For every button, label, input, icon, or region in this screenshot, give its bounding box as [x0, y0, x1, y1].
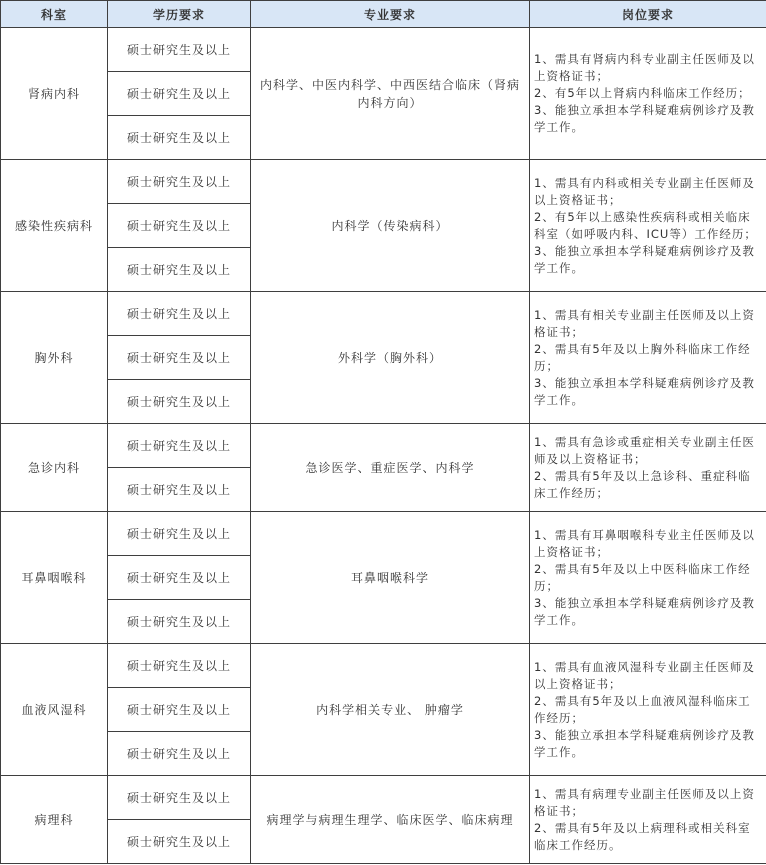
duties-cell [530, 292, 766, 424]
department-cell: 感染性疾病科 [1, 160, 108, 292]
header-education: 学历要求 [108, 1, 251, 28]
table-row [1, 292, 766, 336]
department-cell: 胸外科 [1, 292, 108, 424]
table-row [1, 160, 766, 204]
duty-line: 2、需具有5年及以上中医科临床工作经历； [534, 561, 751, 593]
education-cell: 硕士研究生及以上 [108, 72, 251, 116]
header-duties: 岗位要求 [530, 1, 766, 28]
duty-line: 3、能独立承担本学科疑难病例诊疗及教学工作。 [534, 727, 755, 759]
education-cell: 硕士研究生及以上 [108, 248, 251, 292]
department-cell: 耳鼻咽喉科 [1, 512, 108, 644]
major-cell: 外科学（胸外科） [251, 292, 530, 424]
education-cell: 硕士研究生及以上 [108, 336, 251, 380]
education-cell: 硕士研究生及以上 [108, 28, 251, 72]
table-row [1, 512, 766, 556]
duties-cell [530, 424, 766, 512]
major-cell: 耳鼻咽喉科学 [251, 512, 530, 644]
education-cell: 硕士研究生及以上 [108, 820, 251, 864]
duties-cell [530, 28, 766, 160]
duty-line: 1、需具有急诊或重症相关专业副主任医师及以上资格证书； [534, 434, 755, 466]
education-cell: 硕士研究生及以上 [108, 424, 251, 468]
table-row [1, 644, 766, 688]
major-cell: 内科学相关专业、 肿瘤学 [251, 644, 530, 776]
department-cell: 病理科 [1, 776, 108, 864]
education-cell: 硕士研究生及以上 [108, 380, 251, 424]
major-cell: 病理学与病理生理学、临床医学、临床病理 [251, 776, 530, 864]
duty-line: 3、能独立承担本学科疑难病例诊疗及教学工作。 [534, 243, 755, 275]
education-cell: 硕士研究生及以上 [108, 116, 251, 160]
department-cell: 血液风湿科 [1, 644, 108, 776]
duty-line: 2、有5年以上感染性疾病科或相关临床科室（如呼吸内科、ICU等）工作经历； [534, 209, 757, 241]
header-department: 科室 [1, 1, 108, 28]
education-cell: 硕士研究生及以上 [108, 688, 251, 732]
education-cell: 硕士研究生及以上 [108, 468, 251, 512]
table-row [1, 28, 766, 72]
table-row [1, 776, 766, 820]
education-cell: 硕士研究生及以上 [108, 600, 251, 644]
duty-line: 1、需具有相关专业副主任医师及以上资格证书； [534, 307, 755, 339]
duties-cell [530, 776, 766, 864]
duties-cell [530, 644, 766, 776]
duties-cell [530, 512, 766, 644]
major-cell: 内科学（传染病科） [251, 160, 530, 292]
duty-line: 1、需具有病理专业副主任医师及以上资格证书； [534, 786, 755, 818]
duty-line: 2、需具有5年及以上血液风湿科临床工作经历； [534, 693, 751, 725]
duty-line: 2、有5年以上肾病内科临床工作经历； [534, 86, 751, 100]
duty-line: 3、能独立承担本学科疑难病例诊疗及教学工作。 [534, 595, 755, 627]
duty-line: 1、需具有耳鼻咽喉科专业主任医师及以上资格证书； [534, 527, 755, 559]
major-cell: 急诊医学、重症医学、内科学 [251, 424, 530, 512]
education-cell: 硕士研究生及以上 [108, 732, 251, 776]
duty-line: 1、需具有肾病内科专业副主任医师及以上资格证书； [534, 52, 755, 83]
education-cell: 硕士研究生及以上 [108, 204, 251, 248]
duty-line: 2、需具有5年及以上病理科或相关科室临床工作经历。 [534, 820, 751, 852]
education-cell: 硕士研究生及以上 [108, 644, 251, 688]
header-row [1, 1, 766, 28]
department-cell: 急诊内科 [1, 424, 108, 512]
table-row [1, 424, 766, 468]
duty-line: 3、能独立承担本学科疑难病例诊疗及教学工作。 [534, 103, 755, 134]
duties-cell [530, 160, 766, 292]
department-cell: 肾病内科 [1, 28, 108, 160]
duty-line: 1、需具有血液风湿科专业副主任医师及以上资格证书； [534, 659, 755, 691]
duty-line: 2、需具有5年及以上急诊科、重症科临床工作经历； [534, 468, 751, 500]
duty-line: 3、能独立承担本学科疑难病例诊疗及教学工作。 [534, 375, 755, 407]
education-cell: 硕士研究生及以上 [108, 292, 251, 336]
duty-line: 1、需具有内科或相关专业副主任医师及以上资格证书； [534, 175, 755, 207]
education-cell: 硕士研究生及以上 [108, 556, 251, 600]
education-cell: 硕士研究生及以上 [108, 512, 251, 556]
duty-line: 2、需具有5年及以上胸外科临床工作经历； [534, 341, 751, 373]
major-cell: 内科学、中医内科学、中西医结合临床（肾病内科方向） [251, 28, 530, 160]
education-cell: 硕士研究生及以上 [108, 776, 251, 820]
header-major: 专业要求 [251, 1, 530, 28]
education-cell: 硕士研究生及以上 [108, 160, 251, 204]
